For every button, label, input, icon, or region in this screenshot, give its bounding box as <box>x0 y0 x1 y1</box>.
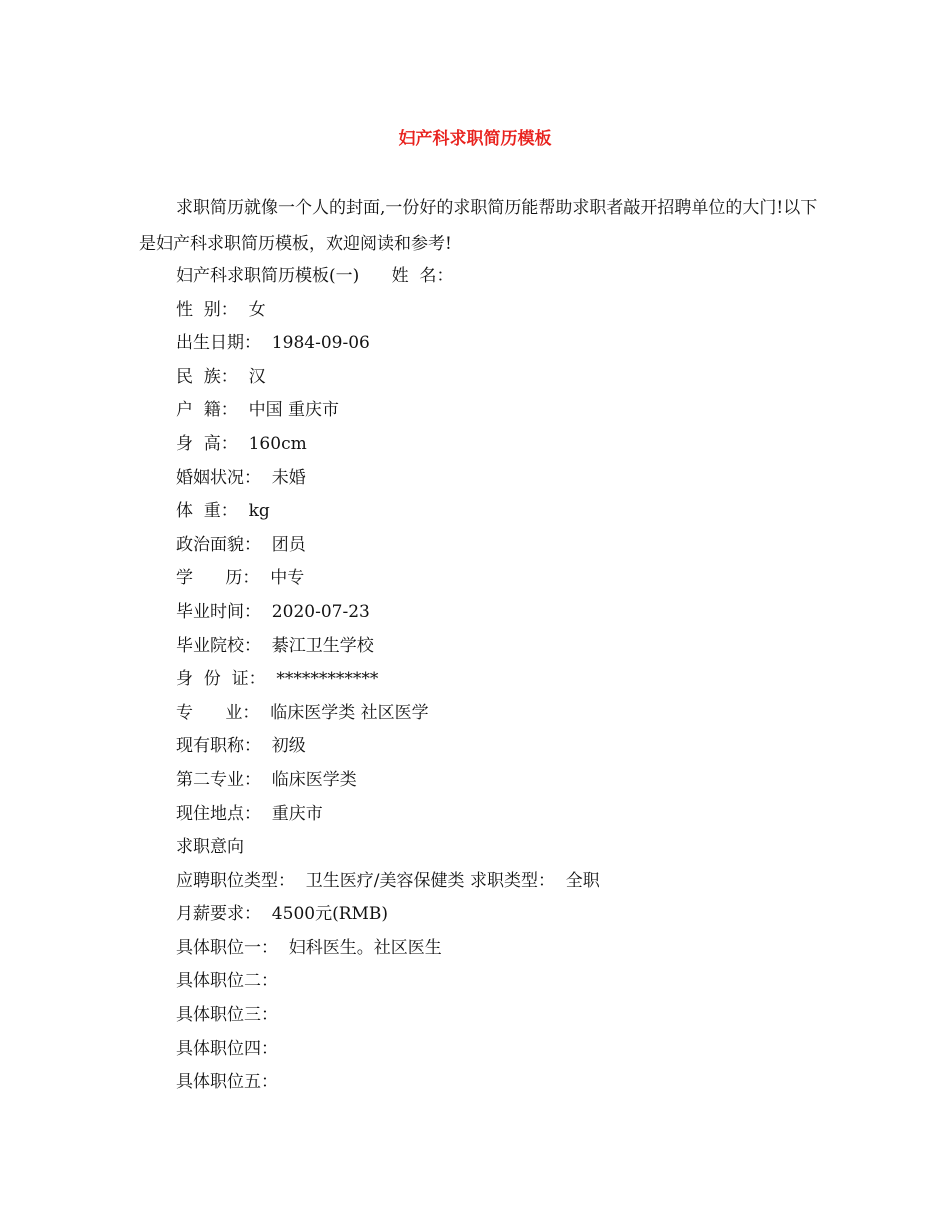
resume-field-line: 第二专业： 临床医学类 <box>176 769 357 790</box>
resume-field-line: 具体职位五： <box>176 1072 278 1093</box>
resume-field-line: 求职意向 <box>176 837 244 858</box>
resume-field-line: 毕业时间： 2020-07-23 <box>176 601 370 622</box>
resume-field-line: 性 别： 女 <box>176 299 266 320</box>
resume-field-line: 政治面貌： 团员 <box>176 534 306 555</box>
resume-field-line: 出生日期： 1984-09-06 <box>176 333 370 354</box>
resume-field-line: 专 业： 临床医学类 社区医学 <box>176 702 429 723</box>
resume-field-line: 现住地点： 重庆市 <box>176 803 323 824</box>
resume-field-line: 具体职位四： <box>176 1038 278 1059</box>
resume-field-line: 身 高： 160cm <box>176 433 307 454</box>
resume-field-line: 毕业院校： 綦江卫生学校 <box>176 635 374 656</box>
document-title: 妇产科求职简历模板 <box>398 129 552 149</box>
resume-field-line: 体 重： kg <box>176 501 270 522</box>
resume-field-line: 民 族： 汉 <box>176 366 266 387</box>
resume-field-line: 婚姻状况： 未婚 <box>176 467 306 488</box>
resume-field-list <box>176 262 600 1102</box>
resume-field-line: 身 份 证： ************ <box>176 669 379 690</box>
resume-field-line: 应聘职位类型： 卫生医疗/美容保健类 求职类型： 全职 <box>176 870 600 891</box>
resume-field-line: 户 籍： 中国 重庆市 <box>176 400 340 421</box>
resume-field-line: 现有职称： 初级 <box>176 736 306 757</box>
resume-field-line: 具体职位二： <box>176 971 278 992</box>
resume-field-line: 具体职位一： 妇科医生。社区医生 <box>176 937 442 958</box>
resume-field-line: 妇产科求职简历模板(一) 姓 名： <box>176 266 454 286</box>
resume-field-line: 学 历： 中专 <box>176 568 305 589</box>
resume-field-line: 具体职位三： <box>176 1005 278 1026</box>
resume-field-line: 月薪要求： 4500元(RMB) <box>176 904 389 925</box>
intro-paragraph: 求职简历就像一个人的封面,一份好的求职简历能帮助求职者敲开招聘单位的大门!以下是妇产科求职简历模板，欢迎阅读和参考! <box>139 198 818 254</box>
